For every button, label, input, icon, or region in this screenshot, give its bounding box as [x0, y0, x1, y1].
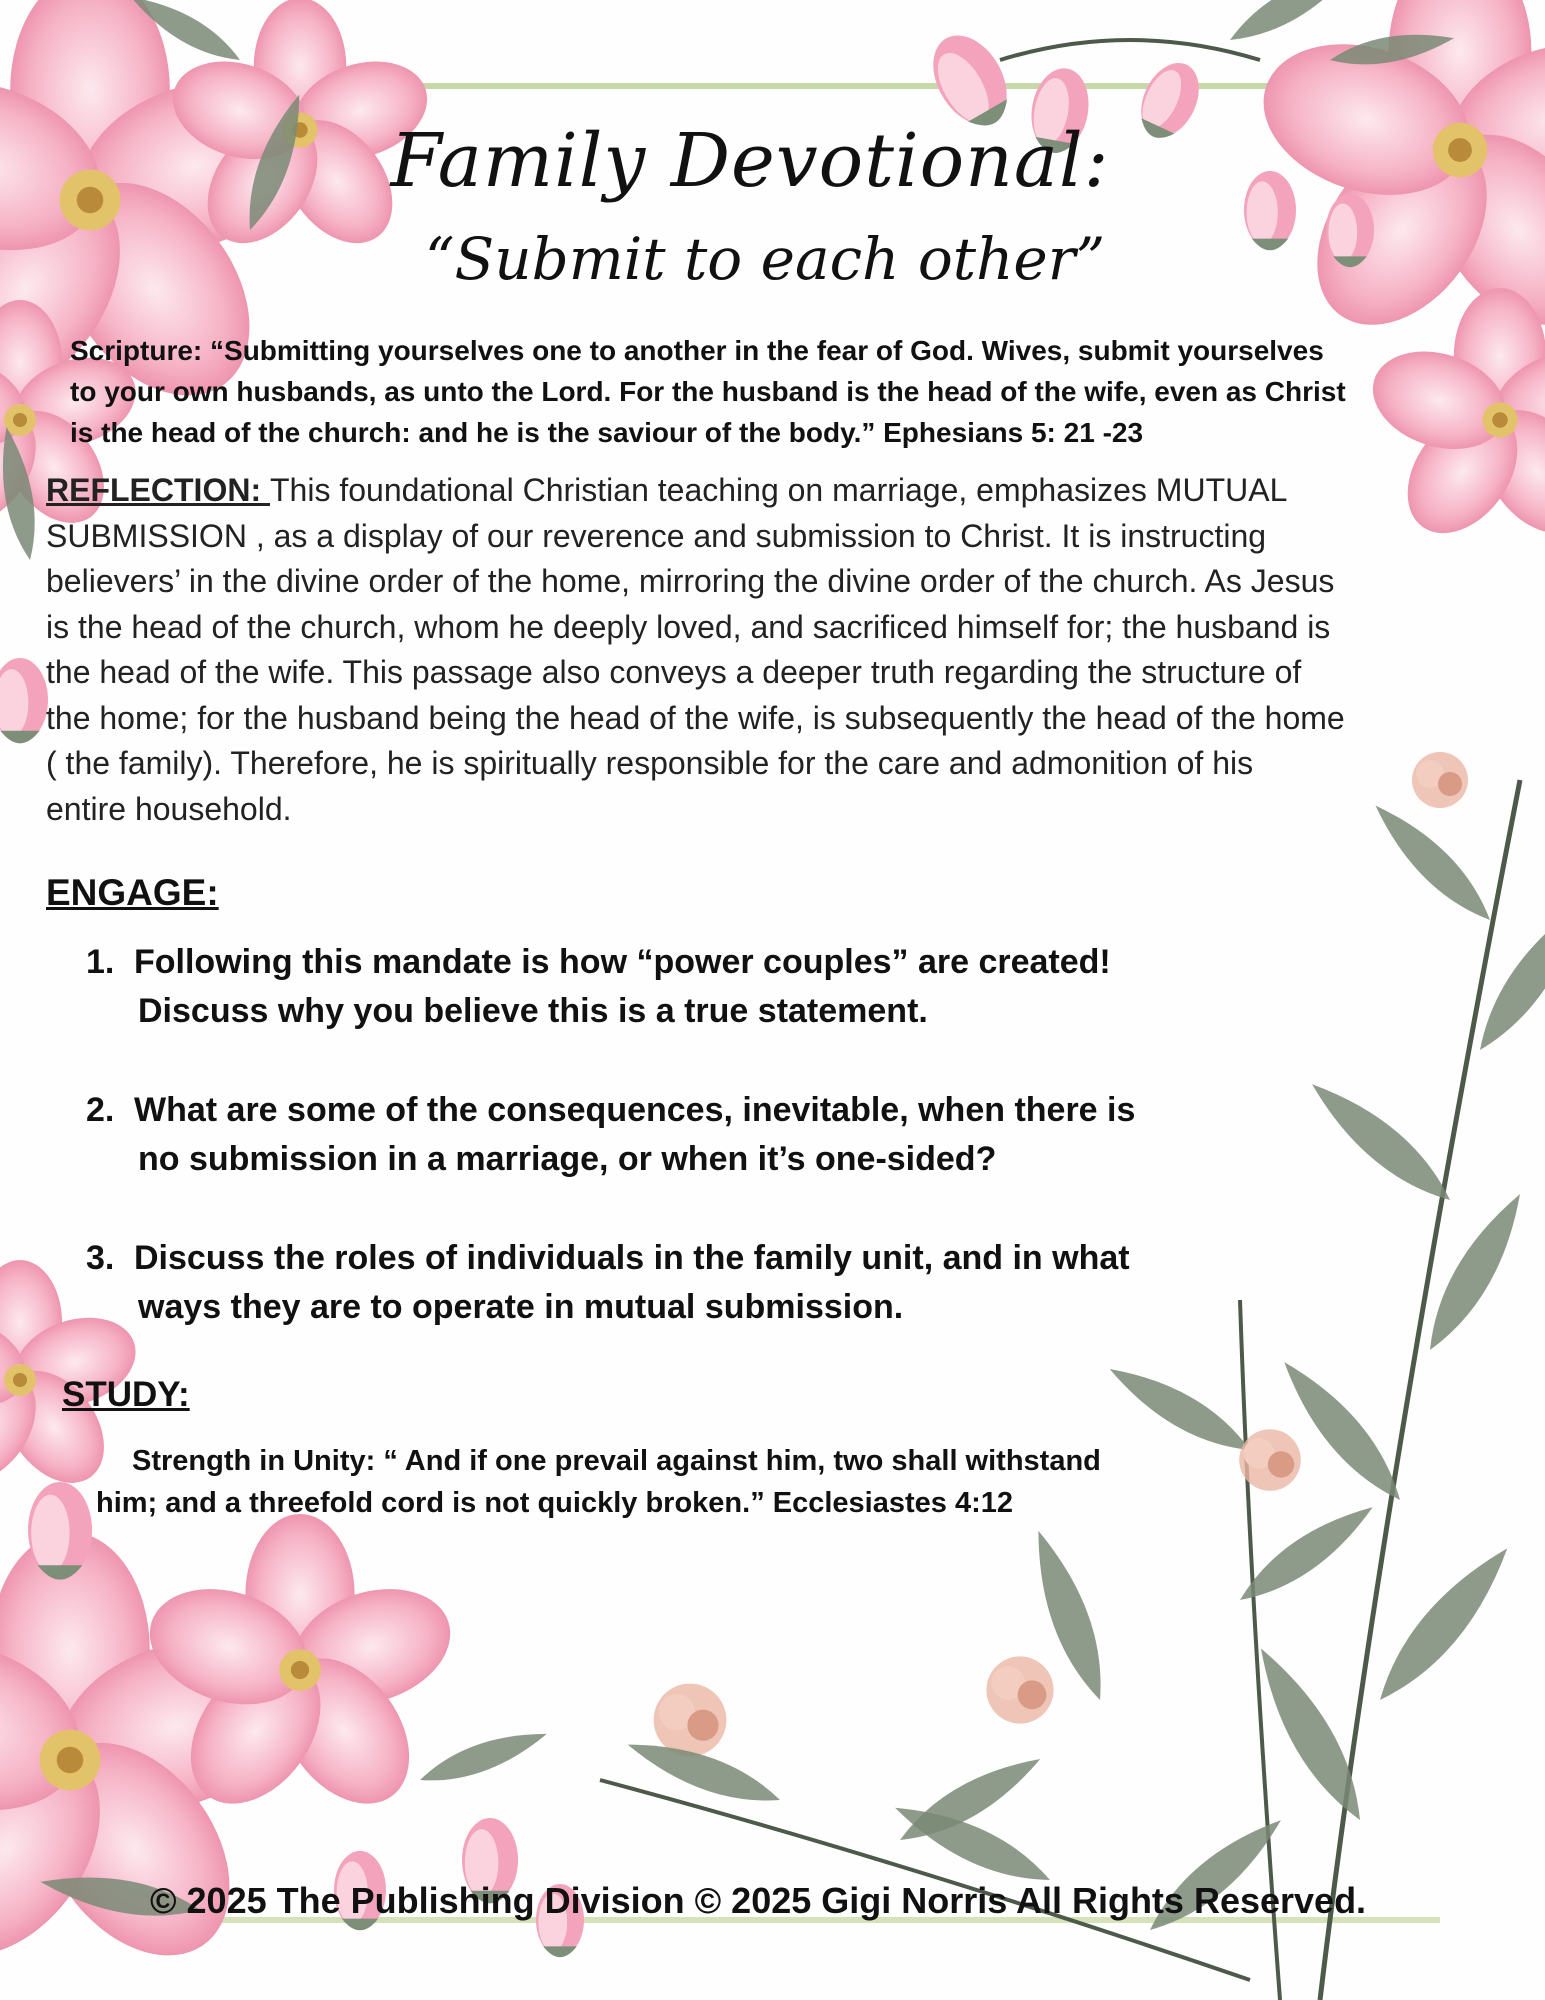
question-line: Following this mandate is how “power couples” are created! — [134, 943, 1111, 981]
reflection-line: believers’ in the divine order of the home, mirroring the divine order of the church. As Jesus — [46, 563, 1335, 599]
page-subtitle: “Submit to each other” — [424, 225, 1106, 293]
reflection-line: This foundational Christian teaching on marriage, emphasizes MUTUAL — [269, 472, 1288, 508]
scripture-line: is the head of the church: and he is the saviour of the body.” Ephesians 5: 21 -23 — [70, 417, 1144, 448]
copyright-footer: © 2025 The Publishing Division © 2025 Gigi Norris All Rights Reserved. — [150, 1880, 1367, 1921]
question-number: 2. — [86, 1091, 115, 1129]
reflection-line: the home; for the husband being the head of the wife, is subsequently the head of the home — [46, 699, 1345, 736]
engage-question — [86, 1086, 1236, 1184]
scripture-line: Scripture: “Submitting yourselves one to another in the fear of God. Wives, submit yourselves — [70, 335, 1324, 366]
reflection-line: ( the family). Therefore, he is spiritually responsible for the care and admonition of his — [46, 745, 1254, 781]
reflection-line: the head of the wife. This passage also conveys a deeper truth regarding the structure of — [46, 654, 1302, 690]
study-line: him; and a threefold cord is not quickly broken.” Ecclesiastes 4:12 — [96, 1487, 1013, 1519]
engage-question — [86, 1234, 1236, 1332]
reflection-block — [46, 468, 1506, 832]
question-number: 3. — [86, 1239, 115, 1277]
engage-question — [86, 938, 1236, 1036]
study-heading: STUDY: — [62, 1375, 190, 1414]
question-number: 1. — [86, 943, 115, 981]
question-line: ways they are to operate in mutual submission. — [138, 1288, 904, 1326]
question-line: What are some of the consequences, inevitable, when there is — [134, 1091, 1136, 1129]
scripture-line: to your own husbands, as unto the Lord. For the husband is the head of the wife, even as Christ — [70, 376, 1346, 407]
engage-heading: ENGAGE: — [46, 872, 219, 913]
page-title: Family Devotional: — [390, 118, 1110, 204]
scripture-block — [70, 330, 1480, 453]
reflection-line: entire household. — [46, 790, 292, 827]
reflection-line: is the head of the church, whom he deeply loved, and sacrificed himself for; the husband is — [46, 608, 1331, 645]
reflection-label: REFLECTION: — [46, 472, 270, 508]
reflection-line: SUBMISSION , as a display of our reverence and submission to Christ. It is instructing — [46, 517, 1267, 554]
study-verse — [96, 1440, 1246, 1524]
question-line: Discuss the roles of individuals in the family unit, and in what — [134, 1239, 1130, 1277]
study-line: Strength in Unity: “ And if one prevail against him, two shall withstand — [132, 1445, 1101, 1477]
question-line: Discuss why you believe this is a true statement. — [138, 992, 928, 1030]
question-line: no submission in a marriage, or when it’s one-sided? — [138, 1140, 997, 1178]
